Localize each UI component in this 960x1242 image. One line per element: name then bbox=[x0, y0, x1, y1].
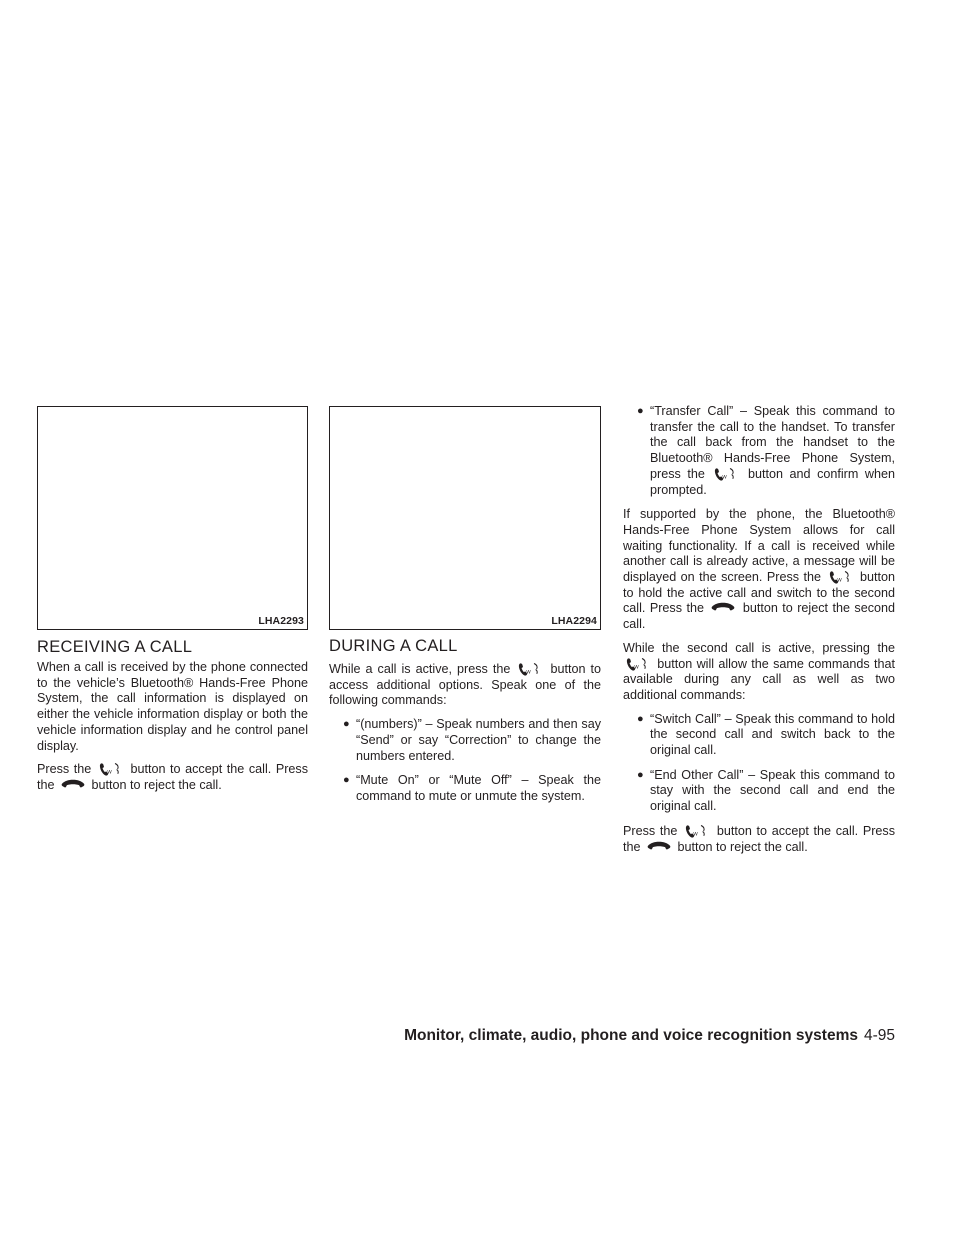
footer-section-title: Monitor, climate, audio, phone and voice recognition systems bbox=[404, 1027, 858, 1044]
phone-voice-icon bbox=[625, 657, 651, 669]
bullet-icon: ● bbox=[637, 712, 644, 725]
list-item: ● “Switch Call” – Speak this command to hold the second call and switch back to the original call. bbox=[637, 711, 895, 758]
bullet-icon: ● bbox=[343, 774, 350, 787]
phone-hangup-icon bbox=[60, 778, 86, 790]
svg-text:W: W bbox=[693, 832, 698, 838]
figure-lha2293 bbox=[37, 406, 308, 630]
svg-text:W: W bbox=[107, 770, 112, 776]
paragraph: While the second call is active, pressing the W button will allow the same commands that available during any call as well as two additional commands: bbox=[623, 640, 895, 702]
phone-voice-icon bbox=[98, 762, 124, 774]
paragraph: When a call is received by the phone connected to the vehicle’s Bluetooth® Hands-Free Phone System, the call information is displayed on either the vehicle information display or both the vehicle information display and he control panel display. bbox=[37, 660, 308, 753]
paragraph: Press the W button to accept the call. Press the button to reject the call. bbox=[37, 762, 309, 792]
page-number: 4-95 bbox=[863, 1027, 895, 1044]
figure-label: LHA2294 bbox=[551, 615, 597, 627]
bullet-icon: ● bbox=[343, 718, 350, 731]
receiving-call-text bbox=[37, 660, 308, 802]
heading-during-a-call: DURING A CALL bbox=[329, 637, 458, 655]
paragraph: Press the W button to accept the call. Press the button to reject the call. bbox=[623, 823, 896, 854]
svg-text:W: W bbox=[526, 670, 532, 676]
phone-voice-icon bbox=[828, 570, 854, 582]
command-list bbox=[623, 712, 895, 815]
call-waiting-text bbox=[623, 404, 895, 863]
svg-text:W: W bbox=[722, 475, 728, 481]
heading-receiving-a-call: RECEIVING A CALL bbox=[37, 638, 193, 656]
phone-hangup-icon bbox=[710, 601, 736, 613]
bullet-icon: ● bbox=[637, 768, 644, 781]
list-item: ● “Transfer Call” – Speak this command to transfer the call to the handset. To transfer the call back from the handset to the Bluetooth® Hands-Free Phone System, press the W button and confirm when prompted. bbox=[637, 404, 896, 497]
list-item: ● “(numbers)” – Speak numbers and then say “Send” or say “Correction” to change the numbers entered. bbox=[343, 717, 601, 763]
list-item: ● “Mute On” or “Mute Off” – Speak the command to mute or unmute the system. bbox=[343, 773, 601, 803]
phone-voice-icon bbox=[684, 824, 710, 836]
page-footer bbox=[404, 1027, 895, 1045]
svg-text:W: W bbox=[836, 578, 842, 584]
command-list bbox=[623, 404, 895, 498]
figure-label: LHA2293 bbox=[258, 615, 304, 627]
phone-hangup-icon bbox=[646, 840, 672, 852]
during-call-text bbox=[329, 662, 601, 814]
command-list bbox=[329, 717, 601, 805]
phone-voice-icon bbox=[713, 467, 739, 479]
list-item: ● “End Other Call” – Speak this command to stay with the second call and end the original call. bbox=[637, 767, 895, 814]
paragraph: If supported by the phone, the Bluetooth® Hands-Free Phone System allows for call waiting functionality. If a call is received while another call is already active, a message will be displayed on the screen. Press the W button to hold the active call and switch to the second call. Press the button to reject the second call. bbox=[623, 507, 896, 632]
bullet-icon: ● bbox=[637, 405, 644, 417]
svg-text:W: W bbox=[634, 665, 639, 671]
phone-voice-icon bbox=[517, 662, 543, 674]
paragraph: While a call is active, press the W button to access additional options. Speak one of the following commands: bbox=[329, 662, 601, 708]
figure-lha2294 bbox=[329, 406, 601, 630]
